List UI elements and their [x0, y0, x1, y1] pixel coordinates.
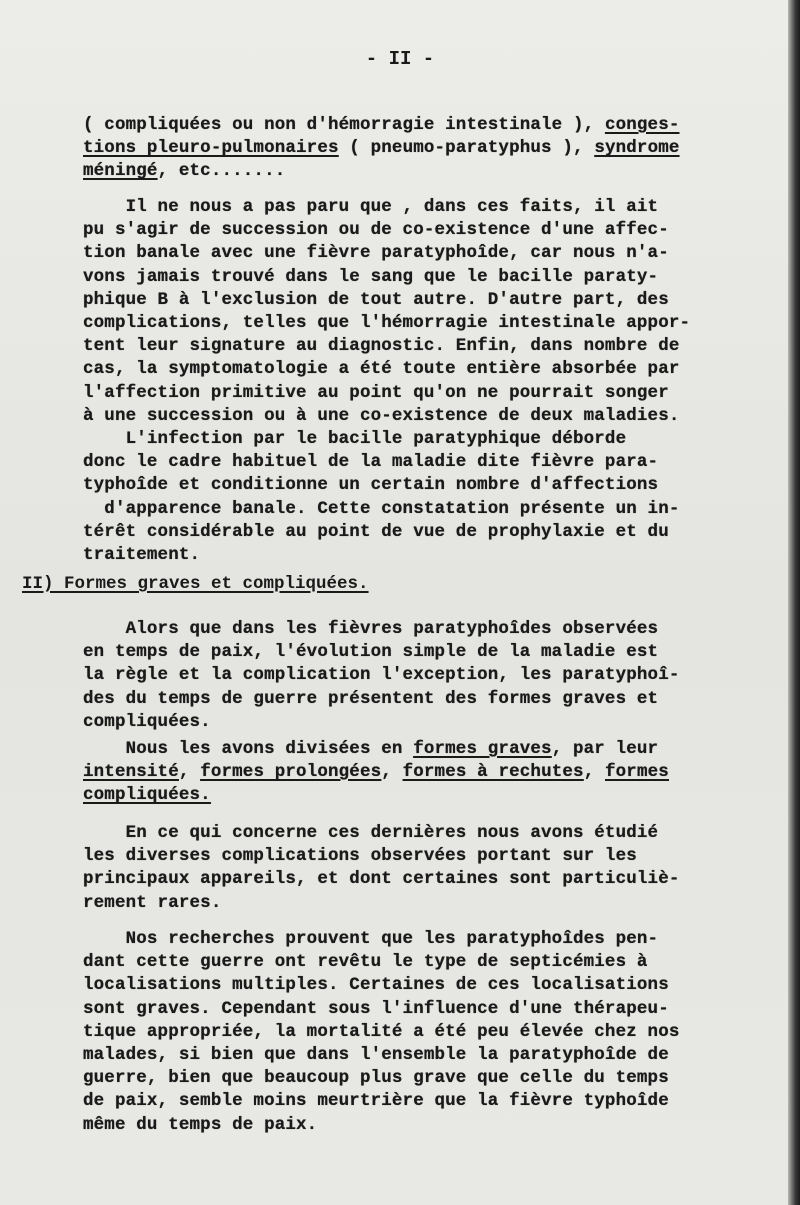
text-line: guerre, bien que beaucoup plus grave que celle du temps — [83, 1068, 669, 1089]
paragraph-body — [83, 738, 773, 808]
paragraph-body — [83, 928, 773, 1137]
text-line: malades, si bien que dans l'ensemble la paratyphoîde de — [83, 1044, 669, 1065]
underlined-term: formes prolongées — [200, 762, 382, 783]
page-edge-shadow — [788, 0, 800, 1205]
text-line: Nos recherches prouvent que les paratyphoîdes pen- — [83, 929, 659, 949]
underlined-term: formes — [605, 762, 669, 783]
text-line: typhoîde et conditionne un certain nombre d'affections — [83, 475, 659, 496]
text-line: vons jamais trouvé dans le sang que le bacille paraty- — [83, 266, 659, 287]
text-line: principaux appareils, et dont certaines sont particuliè- — [83, 869, 680, 890]
text-line: la règle et la complication l'exception, les paratyphoî- — [83, 665, 680, 686]
underlined-term: compliquées. — [83, 785, 211, 806]
text-line: compliquées. — [83, 711, 211, 732]
text-line: à une succession ou à une co-existence de deux maladies. — [83, 405, 680, 426]
text-line: rement rares. — [83, 892, 222, 913]
text-line — [83, 137, 773, 160]
text-line: sont graves. Cependant sous l'influence d'une thérapeu- — [83, 998, 669, 1019]
text-segment: , — [178, 762, 201, 783]
underlined-term: méningé — [83, 161, 158, 182]
text-line: complications, telles que l'hémorragie intestinale appor- — [83, 312, 691, 333]
underlined-term: tions pleuro-pulmonaires — [83, 138, 339, 159]
text-line: tique appropriée, la mortalité a été peu élevée chez nos — [83, 1021, 680, 1042]
text-line — [83, 784, 773, 807]
text-line: dant cette guerre ont revêtu le type de septicémies à — [83, 952, 648, 973]
paragraph-body — [83, 428, 773, 567]
underlined-term: syndrome — [594, 138, 680, 159]
text-line: l'affection primitive au point qu'on ne pourrait songer — [83, 382, 669, 403]
text-line: En ce qui concerne ces dernières nous avons étudié — [83, 823, 659, 843]
text-line: Il ne nous a pas paru que , dans ces faits, il ait — [83, 197, 659, 217]
section-heading: II) Formes graves et compliquées. — [22, 574, 369, 594]
text-line: les diverses complications observées portant sur les — [83, 846, 637, 867]
text-segment: , etc....... — [157, 161, 286, 182]
text-line: pu s'agir de succession ou de co-existence d'une affec- — [83, 220, 669, 241]
underlined-term: intensité — [83, 762, 179, 783]
text-line: même du temps de paix. — [83, 1114, 318, 1135]
text-line: des du temps de guerre présentent des formes graves et — [83, 688, 659, 709]
text-line: de paix, semble moins meurtrière que la fièvre typhoîde — [83, 1091, 669, 1112]
text-line: L'infection par le bacille paratyphique déborde — [83, 429, 627, 449]
paragraph-continuation — [83, 114, 773, 184]
paragraph-body — [83, 822, 773, 915]
text-line: traitement. — [83, 544, 201, 565]
text-line: térêt considérable au point de vue de prophylaxie et du — [83, 521, 669, 542]
text-line: localisations multiples. Certaines de ces localisations — [83, 975, 669, 996]
text-line: tion banale avec une fièvre paratyphoîde, car nous n'a- — [83, 243, 669, 264]
text-line — [83, 114, 773, 137]
text-line: cas, la symptomatologie a été toute entière absorbée par — [83, 359, 680, 380]
page-number: - II - — [365, 48, 435, 70]
text-line: donc le cadre habituel de la maladie dite fièvre para- — [83, 452, 659, 473]
text-line — [83, 160, 773, 183]
paragraph-body — [83, 618, 773, 734]
underlined-term: formes graves — [413, 739, 552, 759]
text-segment: , par leur — [551, 739, 659, 759]
text-segment: , — [381, 762, 403, 783]
text-line: phique B à l'exclusion de tout autre. D'autre part, des — [83, 289, 669, 310]
text-segment: ( compliquées ou non d'hémorragie intestinale ), — [83, 115, 605, 135]
text-line: Alors que dans les fièvres paratyphoîdes observées — [83, 619, 659, 639]
text-segment: Nous les avons divisées en — [83, 739, 414, 759]
text-line: d'apparence banale. Cette constatation présente un in- — [83, 498, 680, 519]
text-segment: ( pneumo-paratyphus ), — [338, 138, 595, 159]
underlined-term: conges- — [604, 115, 680, 135]
text-line: tent leur signature au diagnostic. Enfin, dans nombre de — [83, 336, 680, 357]
text-segment: , — [583, 762, 605, 783]
text-line — [83, 761, 773, 784]
text-line — [83, 738, 773, 761]
underlined-term: formes à rechutes — [402, 762, 584, 783]
text-line: en temps de paix, l'évolution simple de la maladie est — [83, 642, 659, 663]
paragraph-body — [83, 196, 773, 428]
